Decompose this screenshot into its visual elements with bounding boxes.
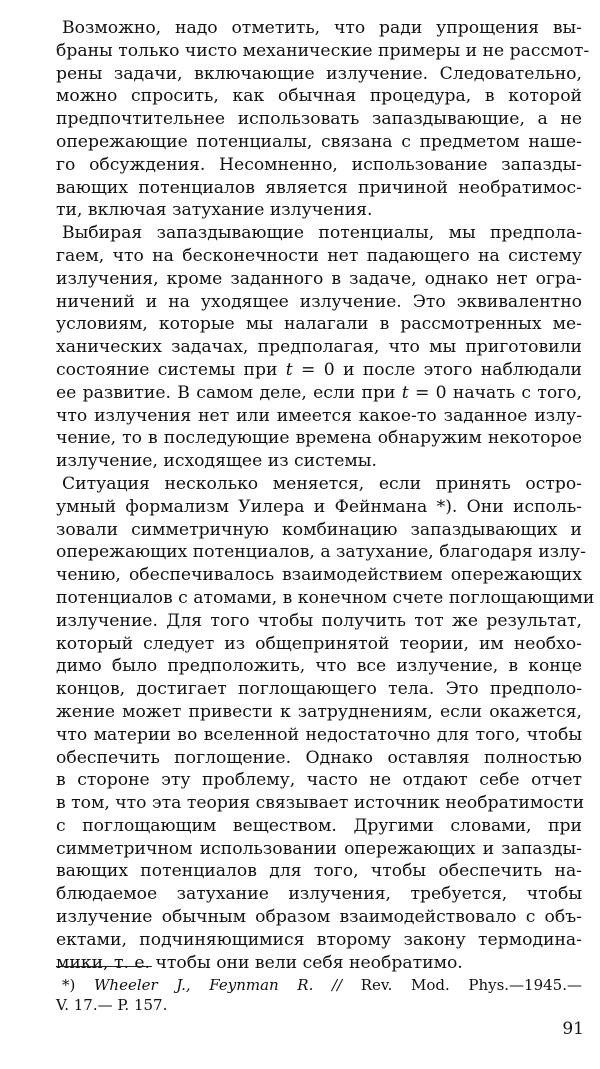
footnote-marker: *) — [62, 976, 76, 994]
text-line: чение, то в последующие времена обнаружим некоторое — [56, 428, 582, 449]
text-line: вающих потенциалов является причиной необратимос- — [56, 177, 582, 198]
footnote-journal: Rev. Mod. Phys.—1945.— — [360, 976, 582, 994]
text-line: Выбирая запаздывающие потенциалы, мы предпола- — [62, 223, 582, 244]
text-line: излучение, исходящее из системы. — [56, 451, 377, 472]
text-line: опережающих потенциалов, а затухание, благодаря излу- — [56, 542, 586, 563]
page-number: 91 — [562, 1019, 584, 1039]
text-line: ничений и на уходящее излучение. Это эквивалентно — [56, 291, 582, 312]
footnote-line-1 — [56, 975, 582, 995]
text-line: жение может привести к затруднениям, если окажется, — [56, 701, 582, 722]
text-line: условиям, которые мы налагали в рассмотренных ме- — [56, 314, 582, 335]
text-line: в том, что эта теория связывает источник необратимости — [56, 793, 585, 814]
text-line: обеспечить поглощение. Однако оставляя полностью — [56, 747, 582, 768]
text-line: симметричном использовании опережающих и запазды- — [56, 838, 582, 859]
text-line: рены задачи, включающие излучение. Следовательно, — [56, 63, 582, 84]
paragraph-1 — [56, 17, 590, 222]
text-line: димо было предположить, что все излучение, в конце — [56, 656, 582, 677]
text-line: чению, обеспечивалось взаимодействием опережающих — [56, 565, 582, 586]
text-line: ее развитие. В самом деле, если при t = 0 начать с того, — [56, 382, 582, 403]
text-line: ти, включая затухание излучения. — [56, 200, 373, 221]
text-line: умный формализм Уилера и Фейнмана *). Они исполь- — [56, 496, 582, 517]
text-line: излучение обычным образом взаимодействовало с объ- — [56, 907, 582, 928]
text-line: что излучения нет или имеется какое-то заданное излу- — [56, 405, 582, 426]
text-line: Возможно, надо отметить, что ради упрощения вы- — [62, 18, 582, 38]
text-line: предпочтительнее использовать запаздывающие, а не — [56, 109, 582, 130]
paragraph-2 — [56, 222, 582, 473]
text-line: браны только чисто механические примеры и не рассмот- — [56, 40, 590, 61]
footnote — [56, 975, 582, 1015]
text-line: блюдаемое затухание излучения, требуется, чтобы — [56, 884, 582, 905]
text-line: го обсуждения. Несомненно, использование запазды- — [56, 154, 582, 175]
paragraph-3 — [56, 473, 595, 975]
text-line: ханических задачах, предполагая, что мы приготовили — [56, 337, 582, 358]
text-line: что материи во вселенной недостаточно для того, чтобы — [56, 724, 582, 745]
body-text — [56, 17, 595, 974]
text-line: ектами, подчиняющимися второму закону термодина- — [56, 929, 582, 950]
footnote-divider — [56, 966, 152, 967]
text-line: гаем, что на бесконечности нет падающего на систему — [56, 245, 582, 266]
text-line: можно спросить, как обычная процедура, в которой — [56, 86, 582, 107]
footnote-separator: // — [332, 976, 343, 994]
footnote-line-2: V. 17.— P. 157. — [56, 996, 168, 1014]
text-line: опережающие потенциалы, связана с предметом наше- — [56, 131, 582, 152]
text-line: излучение. Для того чтобы получить тот же результат, — [56, 610, 582, 631]
text-line: зовали симметричную комбинацию запаздывающих и — [56, 519, 582, 540]
text-line: состояние системы при t = 0 и после этого наблюдали — [56, 359, 582, 380]
text-line: концов, достигает поглощающего тела. Это предполо- — [56, 679, 582, 700]
text-line: мики, т. е. чтобы они вели себя необратимо. — [56, 952, 463, 973]
text-line: потенциалов с атомами, в конечном счете поглощающими — [56, 587, 595, 608]
text-line: Ситуация несколько меняется, если принять остро- — [62, 473, 582, 494]
text-line: в стороне эту проблему, часто не отдают себе отчет — [56, 770, 582, 791]
text-line: вающих потенциалов для того, чтобы обеспечить на- — [56, 861, 582, 882]
text-line: с поглощающим веществом. Другими словами, при — [56, 815, 582, 836]
footnote-authors: Wheeler J., Feynman R. — [93, 976, 314, 994]
text-line: который следует из общепринятой теории, им необхо- — [56, 633, 582, 654]
text-line: излучения, кроме заданного в задаче, однако нет огра- — [56, 268, 582, 289]
